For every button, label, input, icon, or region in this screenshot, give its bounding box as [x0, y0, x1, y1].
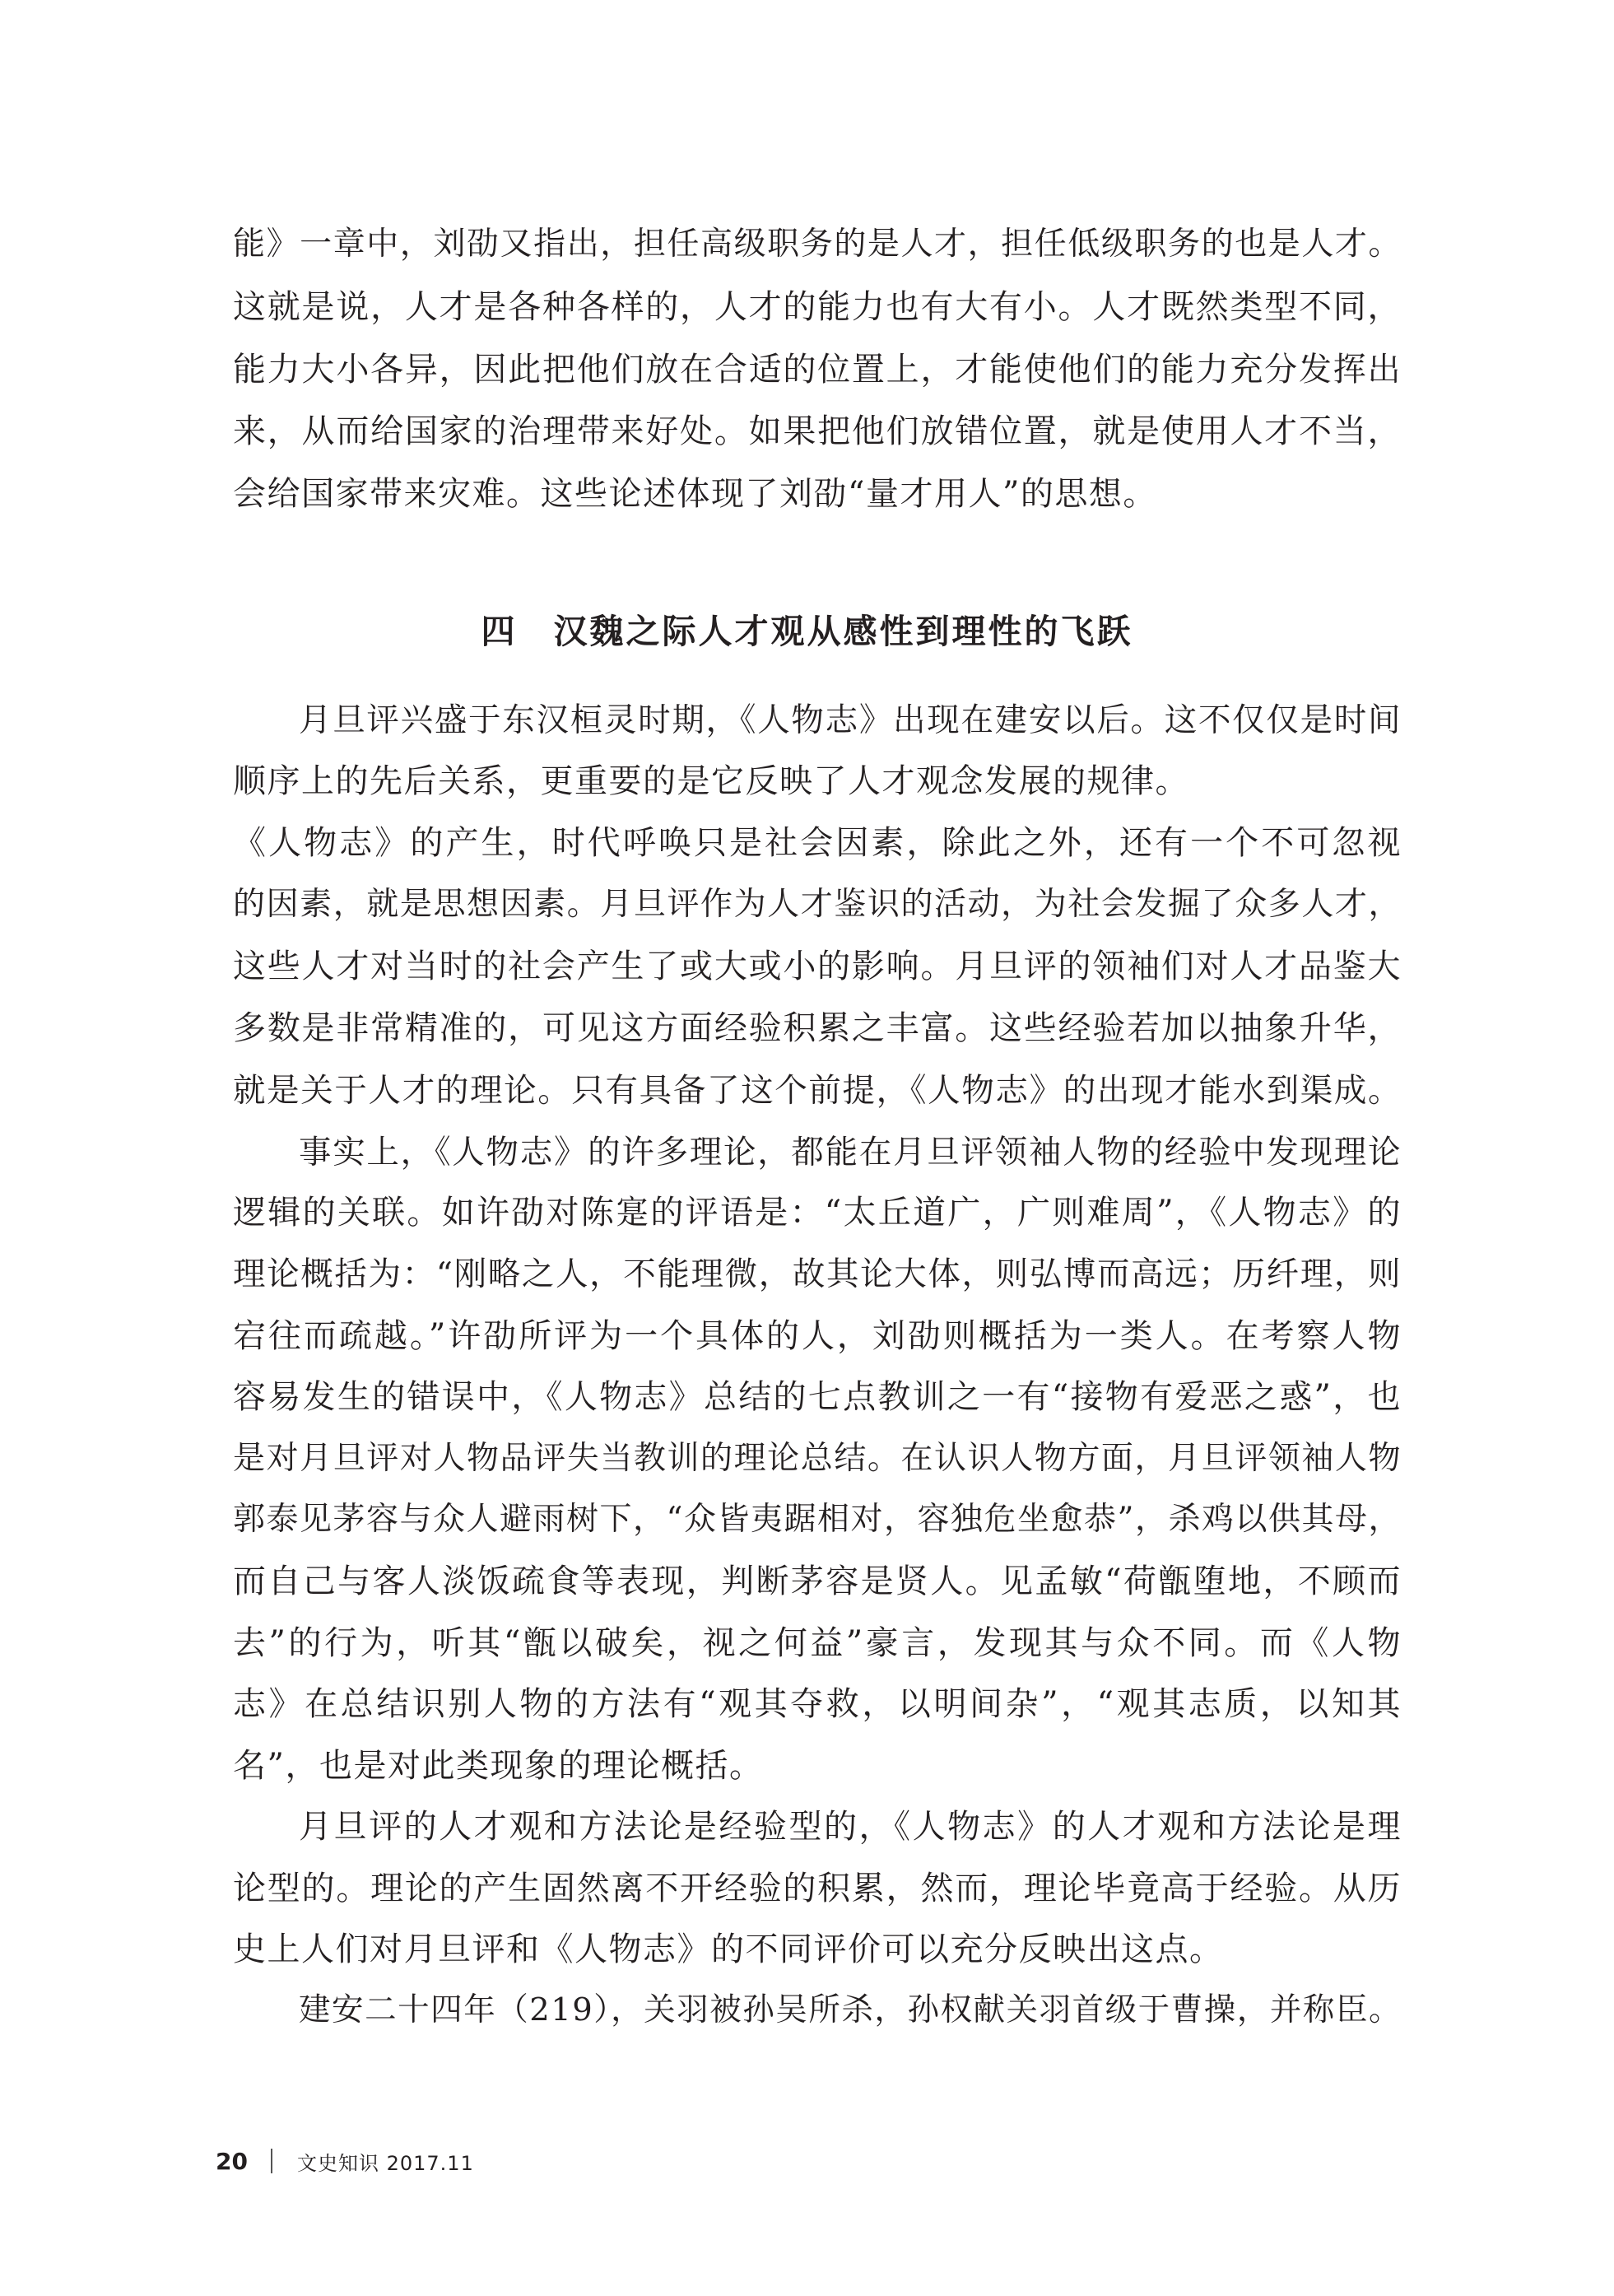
text-line: 建安二十四年（219），关羽被孙吴所杀，孙权献关羽首级于曹操，并称臣。	[299, 1991, 1402, 2028]
text-line: 的因素，就是思想因素。月旦评作为人才鉴识的活动，为社会发掘了众多人才，	[233, 886, 1402, 923]
text-line: 会给国家带来灾难。这些论述体现了刘劭“量才用人”的思想。	[233, 475, 1157, 513]
text-line: 志》在总结识别人物的方法有“观其夺救，以明间杂”，“观其志质，以知其	[233, 1685, 1402, 1723]
text-line: 理论概括为：“刚略之人，不能理微，故其论大体，则弘博而高远；历纤理，则	[233, 1255, 1402, 1293]
section-heading: 四 汉魏之际人才观从感性到理性的飞跃	[481, 612, 1133, 651]
text-line: 事实上，《人物志》的许多理论，都能在月旦评领袖人物的经验中发现理论	[299, 1134, 1402, 1171]
page-footer	[216, 2140, 474, 2182]
text-line: 顺序上的先后关系，更重要的是它反映了人才观念发展的规律。	[233, 762, 1189, 800]
text-line: 能力大小各异，因此把他们放在合适的位置上，才能使他们的能力充分发挥出	[233, 351, 1402, 389]
footer-divider	[271, 2149, 272, 2173]
page-number: 20	[216, 2147, 248, 2175]
text-line: 月旦评的人才观和方法论是经验型的，《人物志》的人才观和方法论是理	[299, 1808, 1402, 1846]
text-line: 是对月旦评对人物品评失当教训的理论总结。在认识人物方面，月旦评领袖人物	[233, 1440, 1402, 1477]
text-line: 史上人们对月旦评和《人物志》的不同评价可以充分反映出这点。	[233, 1930, 1224, 1968]
text-line: 宕往而疏越。”许劭所评为一个具体的人，刘劭则概括为一类人。在考察人物	[233, 1317, 1402, 1355]
text-line: 去”的行为，听其“甑以破矣，视之何益”豪言，发现其与众不同。而《人物	[233, 1624, 1402, 1662]
text-line: 这就是说，人才是各种各样的，人才的能力也有大有小。人才既然类型不同，	[233, 288, 1402, 326]
text-line: 多数是非常精准的，可见这方面经验积累之丰富。这些经验若加以抽象升华，	[233, 1009, 1402, 1047]
text-line: 郭泰见茅容与众人避雨树下，“众皆夷踞相对，容独危坐愈恭”，杀鸡以供其母，	[233, 1501, 1402, 1538]
text-line: 这些人才对当时的社会产生了或大或小的影响。月旦评的领袖们对人才品鉴大	[233, 948, 1402, 985]
text-line: 容易发生的错误中，《人物志》总结的七点教训之一有“接物有爱恶之惑”，也	[233, 1378, 1402, 1416]
text-line: 月旦评兴盛于东汉桓灵时期，《人物志》出现在建安以后。这不仅仅是时间	[299, 701, 1402, 739]
text-line: 能》一章中，刘劭又指出，担任高级职务的是人才，担任低级职务的也是人才。	[233, 226, 1402, 263]
text-line: 而自己与客人淡饭疏食等表现，判断茅容是贤人。见孟敏“荷甑堕地，不顾而	[233, 1562, 1402, 1600]
journal-info: 文史知识 2017.11	[296, 2151, 474, 2175]
text-line: 名”，也是对此类现象的理论概括。	[233, 1747, 764, 1785]
text-line: 逻辑的关联。如许劭对陈寔的评语是：“太丘道广，广则难周”，《人物志》的	[233, 1194, 1402, 1232]
text-line: 《人物志》的产生，时代呼唤只是社会因素，除此之外，还有一个不可忽视	[233, 824, 1402, 862]
text-line: 就是关于人才的理论。只有具备了这个前提，《人物志》的出现才能水到渠成。	[233, 1072, 1402, 1110]
text-line: 论型的。理论的产生固然离不开经验的积累，然而，理论毕竟高于经验。从历	[233, 1870, 1402, 1907]
text-line: 来，从而给国家的治理带来好处。如果把他们放错位置，就是使用人才不当，	[233, 412, 1402, 450]
